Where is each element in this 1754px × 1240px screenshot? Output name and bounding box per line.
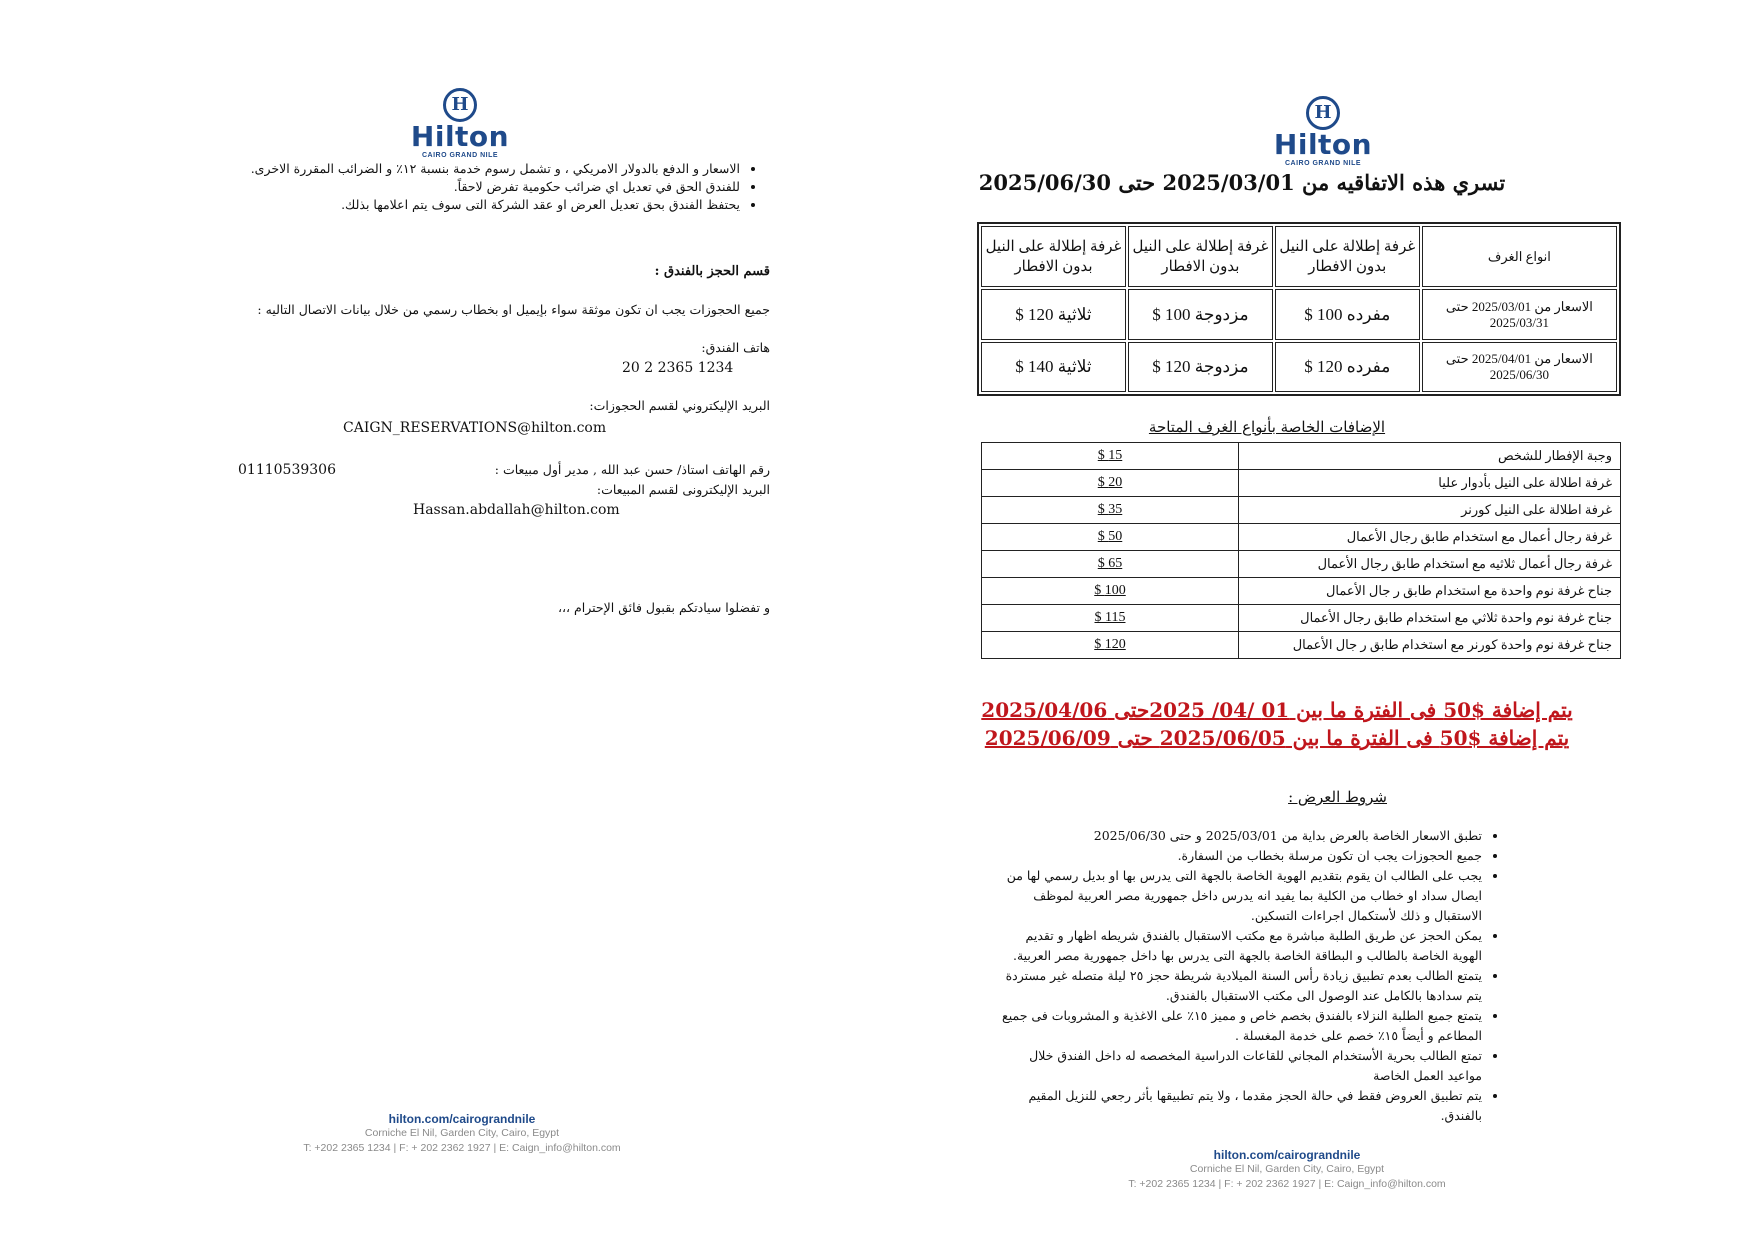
rates-triple-cell: ثلاثية 140 $ <box>981 342 1126 392</box>
footer-address: Corniche El Nil, Garden City, Cairo, Egypt <box>364 1127 560 1139</box>
term-item: • جميع الحجوزات يجب ان تكون مرسلة بخطاب من السفارة. <box>992 846 1482 866</box>
sales-email-label: البريد الإليكترونى لقسم المبيعات: <box>596 482 770 497</box>
rates-period-cell: الاسعار من 2025/04/01 حتى 2025/06/30 <box>1422 342 1617 392</box>
addon-row <box>982 605 1621 632</box>
rates-header-row <box>981 226 1617 287</box>
booking-heading: قسم الحجز بالفندق : <box>654 264 770 279</box>
addon-label: غرفة رجال أعمال مع استخدام طابق رجال الأعمال <box>1239 524 1621 551</box>
rates-period-cell: الاسعار من 2025/03/01 حتى 2025/03/31 <box>1422 289 1617 339</box>
pricing-note: • الاسعار و الدفع بالدولار الامريكي ، و تشمل رسوم خدمة بنسبة ١٢٪ و الضرائب المقررة الاخرى. <box>190 160 740 178</box>
term-item: • يتم تطبيق العروض فقط في حالة الحجز مقدما ، ولا يتم تطبيقها بأثر رجعي للنزيل المقيم بالفندق. <box>992 1086 1482 1126</box>
sales-phone: 01110539306 <box>238 462 336 478</box>
hilton-logo <box>1263 96 1383 167</box>
rates-header-cell: غرفة إطلالة على النيل بدون الافطار <box>1275 226 1420 287</box>
addon-price: 20 $ <box>982 470 1239 497</box>
footer-address: Corniche El Nil, Garden City, Cairo, Egypt <box>1189 1163 1385 1175</box>
terms-list <box>992 826 1500 1126</box>
hilton-emblem-icon: H <box>443 88 477 122</box>
booking-text: جميع الحجوزات يجب ان تكون موثقة سواء بإيميل او بخطاب رسمي من خلال بيانات الاتصال التاليه : <box>257 302 770 317</box>
pricing-note: • يحتفظ الفندق بحق تعديل العرض او عقد الشركة التى سوف يتم اعلامها بذلك. <box>190 196 740 214</box>
closing-remark: و تفضلوا سيادتكم بقبول فائق الإحترام ،،، <box>557 600 770 615</box>
addon-price: 100 $ <box>982 578 1239 605</box>
addon-price: 65 $ <box>982 551 1239 578</box>
rates-single-cell: مفرده 120 $ <box>1275 342 1420 392</box>
term-item: • يتمتع جميع الطلبة النزلاء بالفندق بخصم خاص و مميز ١٥٪ على الاغذية و المشروبات فى جميع المطاعم و أيضاً ١٥٪ خصم على خدمة المغسلة . <box>992 1006 1482 1046</box>
hotel-phone-label: هاتف الفندق: <box>701 340 770 355</box>
addon-price: 115 $ <box>982 605 1239 632</box>
addon-row <box>982 443 1621 470</box>
addon-price: 15 $ <box>982 443 1239 470</box>
addon-row <box>982 497 1621 524</box>
rates-single-cell: مفرده 100 $ <box>1275 289 1420 339</box>
logo-subtitle: CAIRO GRAND NILE <box>1284 160 1362 167</box>
hilton-logo <box>400 88 520 159</box>
left-footer <box>262 1112 662 1156</box>
addon-row <box>982 524 1621 551</box>
addon-row <box>982 578 1621 605</box>
addon-row <box>982 632 1621 659</box>
footer-url: hilton.com/cairograndnile <box>388 1112 536 1126</box>
surcharge-notice: يتم إضافة $50 فى الفترة ما بين 2025/06/05 حتى 2025/06/09 <box>984 726 1570 750</box>
rates-double-cell: مزدوجة 120 $ <box>1128 342 1273 392</box>
footer-url: hilton.com/cairograndnile <box>1213 1148 1361 1162</box>
hotel-phone: 20 2 2365 1234 <box>622 360 734 376</box>
addon-row <box>982 470 1621 497</box>
term-item: • يتمتع الطالب بعدم تطبيق زيادة رأس السنة الميلادية شريطة حجز ٢٥ ليلة متصله غير مستردة يتم سدادها بالكامل عند الوصول الى مكتب الاستقبال بالفندق. <box>992 966 1482 1006</box>
hilton-emblem-icon: H <box>1306 96 1340 130</box>
footer-contact: T: +202 2365 1234 | F: + 202 2362 1927 | E: Caign_info@hilton.com <box>303 1142 621 1154</box>
terms-heading: شروط العرض : <box>1288 788 1387 806</box>
term-item: • يجب على الطالب ان يقوم بتقديم الهوية الخاصة بالجهة التى يدرس بها او بديل رسمي لها من ايصال سداد او خطاب من الكلية بما يفيد انه يدرس داخل جمهورية مصر العربية لموظف الاستقبال و ذلك لأستكمال اجراءات التسكين. <box>992 866 1482 926</box>
rates-row <box>981 289 1617 339</box>
pricing-note: • للفندق الحق في تعديل اي ضرائب حكومية تفرض لاحقاً. <box>190 178 740 196</box>
addon-price: 35 $ <box>982 497 1239 524</box>
sales-email: Hassan.abdallah@hilton.com <box>413 502 620 518</box>
addon-label: غرفة اطلالة على النيل بأدوار عليا <box>1239 470 1621 497</box>
addon-price: 50 $ <box>982 524 1239 551</box>
term-item: • يمكن الحجز عن طريق الطلبة مباشرة مع مكتب الاستقبال بالفندق شريطه اظهار و تقديم الهوية الخاصة بالطالب و البطاقة الخاصة بالجهة التى يدرس بها داخل جمهورية مصر العربية. <box>992 926 1482 966</box>
addons-title: الإضافات الخاصة بأنواع الغرف المتاحة <box>1148 418 1386 436</box>
addon-label: جناح غرفة نوم واحدة مع استخدام طابق ر جال الأعمال <box>1239 578 1621 605</box>
rates-triple-cell: ثلاثية 120 $ <box>981 289 1126 339</box>
surcharge-notice: يتم إضافة $50 فى الفترة ما بين 01 /04/ 2025حتى 2025/04/06 <box>981 698 1573 722</box>
logo-subtitle: CAIRO GRAND NILE <box>421 152 499 159</box>
addon-label: غرفة اطلالة على النيل كورنر <box>1239 497 1621 524</box>
addon-label: جناح غرفة نوم واحدة كورنر مع استخدام طابق ر جال الأعمال <box>1239 632 1621 659</box>
addon-label: غرفة رجال أعمال ثلاثيه مع استخدام طابق رجال الأعمال <box>1239 551 1621 578</box>
pricing-notes-list <box>190 160 758 214</box>
addon-price: 120 $ <box>982 632 1239 659</box>
addon-row <box>982 551 1621 578</box>
agreement-title: تسري هذه الاتفاقيه من 2025/03/01 حتى 2025/06/30 <box>978 170 1506 195</box>
logo-word: Hilton <box>410 120 510 153</box>
reservations-email: CAIGN_RESERVATIONS@hilton.com <box>343 420 607 436</box>
rates-header-cell: انواع الغرف <box>1422 226 1617 287</box>
rates-row <box>981 342 1617 392</box>
term-item: • تمتع الطالب بحرية الأستخدام المجاني للقاعات الدراسية المخصصه له داخل الفندق خلال مواعيد العمل الخاصة <box>992 1046 1482 1086</box>
logo-word: Hilton <box>1273 128 1373 161</box>
rates-table <box>977 222 1621 396</box>
sales-phone-label: رقم الهاتف استاذ/ حسن عبد الله , مدير أول مبيعات : <box>494 462 770 477</box>
rates-header-cell: غرفة إطلالة على النيل بدون الافطار <box>1128 226 1273 287</box>
addon-label: جناح غرفة نوم واحدة ثلاثي مع استخدام طابق رجال الأعمال <box>1239 605 1621 632</box>
reservations-email-label: البريد الإليكتروني لقسم الحجوزات: <box>589 398 770 413</box>
addons-table <box>981 442 1621 659</box>
rates-double-cell: مزدوجة 100 $ <box>1128 289 1273 339</box>
addon-label: وجبة الإفطار للشخص <box>1239 443 1621 470</box>
rates-header-cell: غرفة إطلالة على النيل بدون الافطار <box>981 226 1126 287</box>
right-page <box>877 0 1754 1240</box>
footer-contact: T: +202 2365 1234 | F: + 202 2362 1927 | E: Caign_info@hilton.com <box>1128 1178 1446 1190</box>
right-footer <box>1087 1148 1487 1192</box>
term-item: • تطبق الاسعار الخاصة بالعرض بداية من 2025/03/01 و حتى 2025/06/30 <box>992 826 1482 846</box>
